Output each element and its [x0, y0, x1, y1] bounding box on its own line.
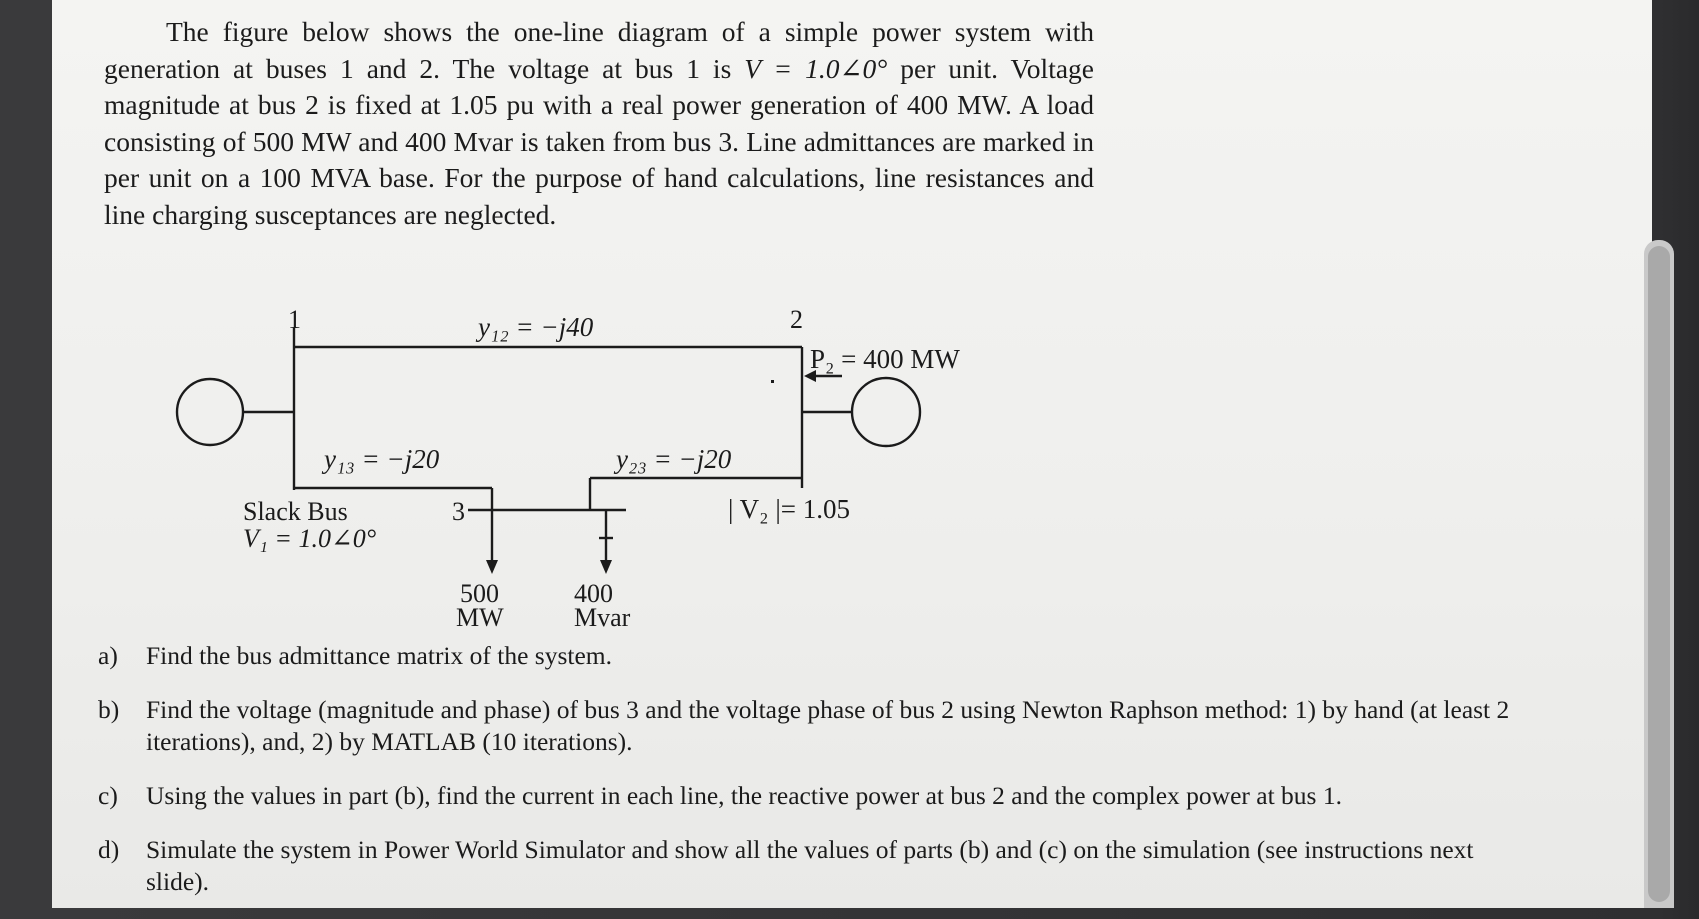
load-q-unit: Mvar: [574, 603, 631, 632]
question-text: Simulate the system in Power World Simulator and show all the values of parts (b) and (c) on the simulation (see instructions next slide).: [146, 835, 1474, 896]
intro-text-1: The figure below shows the one-line diagram of a simple power system with generation at buses 1 and 2. The voltage at bus 1 is: [104, 16, 1094, 84]
load-p-unit: MW: [456, 603, 504, 632]
question-c: [98, 780, 1518, 812]
generator-1-icon: [177, 379, 243, 445]
bus1-voltage-expression: V = 1.0∠0°: [744, 52, 888, 84]
bus-3-label: 3: [452, 497, 465, 526]
question-text: Using the values in part (b), find the current in each line, the reactive power at bus 2 and the complex power at bus 1.: [146, 781, 1342, 810]
scrollbar-thumb[interactable]: [1648, 246, 1670, 902]
question-marker: b): [98, 695, 120, 724]
y13-label: y₁₃ = −j20: [324, 444, 440, 474]
p2-label: P₂ = 400 MW: [810, 344, 960, 374]
stray-mark: [771, 380, 774, 383]
question-marker: c): [98, 781, 118, 810]
bus-1-label: 1: [288, 305, 301, 334]
question-marker: d): [98, 835, 120, 864]
load-p-value: 500: [460, 579, 499, 608]
question-list: [98, 640, 1518, 908]
slide-page: [52, 0, 1652, 908]
load-q-value: 400: [574, 579, 613, 608]
bus-2-label: 2: [790, 305, 803, 334]
question-b: [98, 694, 1518, 758]
one-line-diagram: [52, 0, 1652, 640]
question-marker: a): [98, 641, 118, 670]
question-text: Find the voltage (magnitude and phase) of bus 3 and the voltage phase of bus 2 using Newton Raphson method: 1) by hand (at least 2 iterations), and, 2) by MATLAB (10 iterations).: [146, 695, 1510, 756]
load-q-arrowhead: [600, 560, 612, 574]
y12-label: y₁₂ = −j40: [478, 312, 594, 342]
y23-label: y₂₃ = −j20: [616, 444, 732, 474]
question-text: Find the bus admittance matrix of the system.: [146, 641, 612, 670]
question-d: [98, 834, 1518, 898]
intro-text-2: per unit. Voltage magnitude at bus 2 is fixed at 1.05 pu with a real power generation of 400 MW. A load consisting of 500 MW and 400 Mvar is taken from bus 3. Line admittances are marked in per unit on a 100 MVA base. For the purpose of hand calculations, line resistances and line charging susceptances are neglected.: [104, 52, 1095, 230]
question-a: [98, 640, 1518, 672]
load-p-arrowhead: [486, 560, 498, 574]
v1-label: V₁ = 1.0∠0°: [243, 524, 377, 553]
generator-2-icon: [852, 378, 920, 446]
v2-label: | V₂ |= 1.05: [728, 494, 850, 524]
slack-bus-label: Slack Bus: [243, 497, 348, 526]
